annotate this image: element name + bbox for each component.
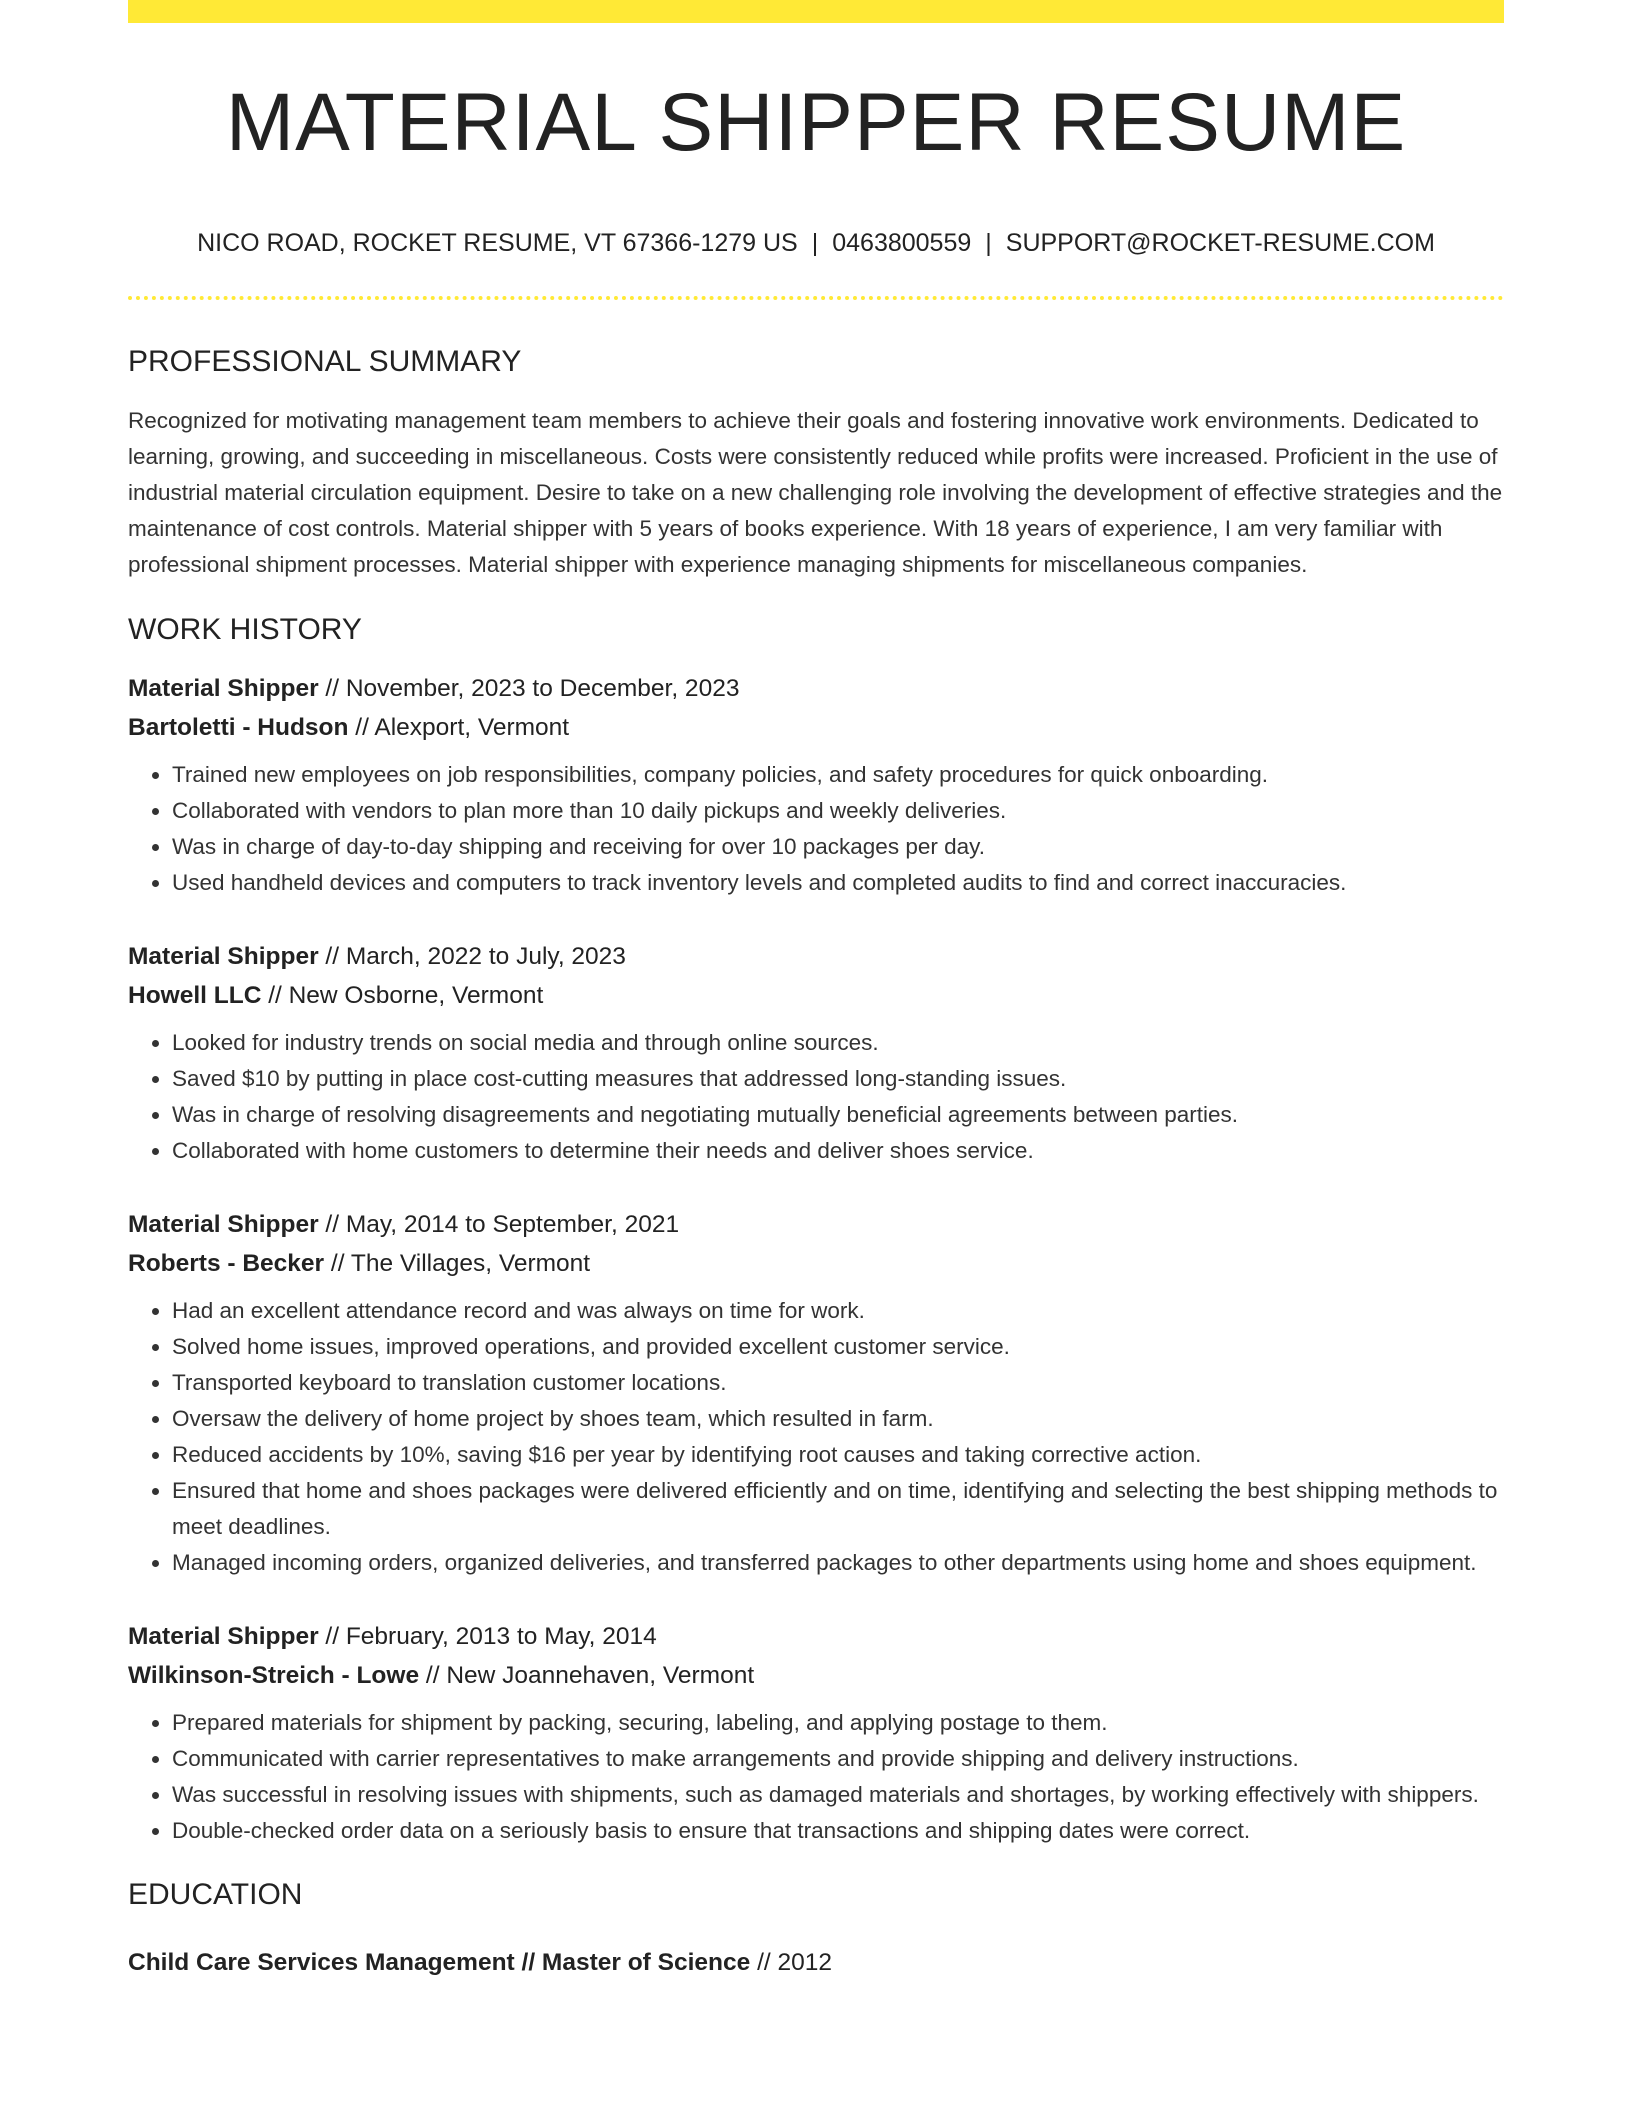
list-item: • Prepared materials for shipment by packing, securing, labeling, and applying postage to them.	[172, 1705, 1504, 1741]
list-item: • Oversaw the delivery of home project by shoes team, which resulted in farm.	[172, 1401, 1504, 1437]
job-dates: // March, 2022 to July, 2023	[318, 943, 626, 971]
resume-title: MATERIAL SHIPPER RESUME	[225, 77, 1407, 168]
job-bullets	[128, 1705, 1504, 1849]
list-item: • Trained new employees on job responsibilities, company policies, and safety procedures for quick onboarding.	[172, 757, 1504, 793]
list-item: • Reduced accidents by 10%, saving $16 per year by identifying root causes and taking corrective action.	[172, 1437, 1504, 1473]
job-company-line	[128, 1656, 1504, 1695]
list-item: • Was in charge of day-to-day shipping and receiving for over 10 packages per day.	[172, 829, 1504, 865]
list-item: • Collaborated with vendors to plan more than 10 daily pickups and weekly deliveries.	[172, 793, 1504, 829]
list-item: • Managed incoming orders, organized deliveries, and transferred packages to other departments using home and shoes equipment.	[172, 1545, 1504, 1581]
job-bullets	[128, 1293, 1504, 1581]
list-item: • Was successful in resolving issues with shipments, such as damaged materials and shortages, by working effectively with shippers.	[172, 1777, 1504, 1813]
job-company-line	[128, 708, 1504, 747]
job-location: // New Osborne, Vermont	[261, 982, 544, 1010]
job-title: Material Shipper	[128, 1623, 319, 1651]
list-item: • Collaborated with home customers to determine their needs and deliver shoes service.	[172, 1133, 1504, 1169]
job-title: Material Shipper	[128, 1211, 319, 1239]
job-title-line	[128, 937, 1504, 976]
job-entry	[128, 1205, 1504, 1581]
work-history-heading: WORK HISTORY	[128, 613, 362, 647]
list-item: • Looked for industry trends on social media and through online sources.	[172, 1025, 1504, 1061]
job-dates: // May, 2014 to September, 2021	[318, 1211, 680, 1239]
job-company-line	[128, 1244, 1504, 1283]
job-dates: // November, 2023 to December, 2023	[318, 675, 740, 703]
list-item: • Solved home issues, improved operations, and provided excellent customer service.	[172, 1329, 1504, 1365]
list-item: • Communicated with carrier representatives to make arrangements and provide shipping and delivery instructions.	[172, 1741, 1504, 1777]
job-bullets	[128, 757, 1504, 901]
job-dates: // February, 2013 to May, 2014	[318, 1623, 657, 1651]
list-item: • Used handheld devices and computers to track inventory levels and completed audits to find and correct inaccuracies.	[172, 865, 1504, 901]
education-field: Child Care Services Management // Master of Science	[128, 1949, 751, 1977]
education-year: // 2012	[750, 1949, 832, 1977]
list-item: • Was in charge of resolving disagreements and negotiating mutually beneficial agreements between parties.	[172, 1097, 1504, 1133]
contact-separator: |	[811, 229, 819, 258]
job-company: Howell LLC	[128, 982, 262, 1010]
contact-phone: 0463800559	[832, 229, 972, 258]
job-bullets	[128, 1025, 1504, 1169]
job-entry	[128, 1617, 1504, 1849]
list-item: • Transported keyboard to translation customer locations.	[172, 1365, 1504, 1401]
education-heading: EDUCATION	[128, 1878, 303, 1912]
job-location: // New Joannehaven, Vermont	[419, 1662, 755, 1690]
list-item: • Double-checked order data on a seriously basis to ensure that transactions and shipping dates were correct.	[172, 1813, 1504, 1849]
contact-email: SUPPORT@ROCKET-RESUME.COM	[1005, 229, 1435, 258]
job-title-line	[128, 1205, 1504, 1244]
job-company: Roberts - Becker	[128, 1250, 325, 1278]
list-item: • Saved $10 by putting in place cost-cutting measures that addressed long-standing issues.	[172, 1061, 1504, 1097]
job-location: // The Villages, Vermont	[324, 1250, 591, 1278]
job-company: Wilkinson-Streich - Lowe	[128, 1662, 420, 1690]
job-company: Bartoletti - Hudson	[128, 714, 349, 742]
job-entry	[128, 937, 1504, 1169]
list-item: • Had an excellent attendance record and was always on time for work.	[172, 1293, 1504, 1329]
job-company-line	[128, 976, 1504, 1015]
job-title: Material Shipper	[128, 675, 319, 703]
job-location: // Alexport, Vermont	[348, 714, 570, 742]
header-divider	[128, 296, 1504, 300]
summary-heading: PROFESSIONAL SUMMARY	[128, 345, 522, 379]
job-title-line	[128, 1617, 1504, 1656]
education-entry	[128, 1943, 1504, 1982]
job-entry	[128, 669, 1504, 901]
resume-page	[128, 0, 1504, 1982]
job-title-line	[128, 669, 1504, 708]
contact-address: NICO ROAD, ROCKET RESUME, VT 67366-1279 US	[197, 229, 798, 258]
contact-separator: |	[985, 229, 992, 258]
summary-text: Recognized for motivating management team members to achieve their goals and fostering innovative work environments. Dedicated to learning, growing, and succeeding in miscellaneous. Costs were consistently reduced while profits were increased. Proficient in the use of industrial material circulation equipment. Desire to take on a new challenging role involving the development of effective strategies and the maintenance of cost controls. Material shipper with 5 years of books experience. With 18 years of experience, I am very familiar with professional shipment processes. Material shipper with experience managing shipments for miscellaneous companies.	[128, 408, 1503, 578]
contact-line	[128, 228, 1504, 258]
list-item: • Ensured that home and shoes packages were delivered efficiently and on time, identifying and selecting the best shipping methods to meet deadlines.	[172, 1473, 1504, 1545]
accent-bar	[128, 0, 1504, 23]
job-title: Material Shipper	[128, 943, 319, 971]
